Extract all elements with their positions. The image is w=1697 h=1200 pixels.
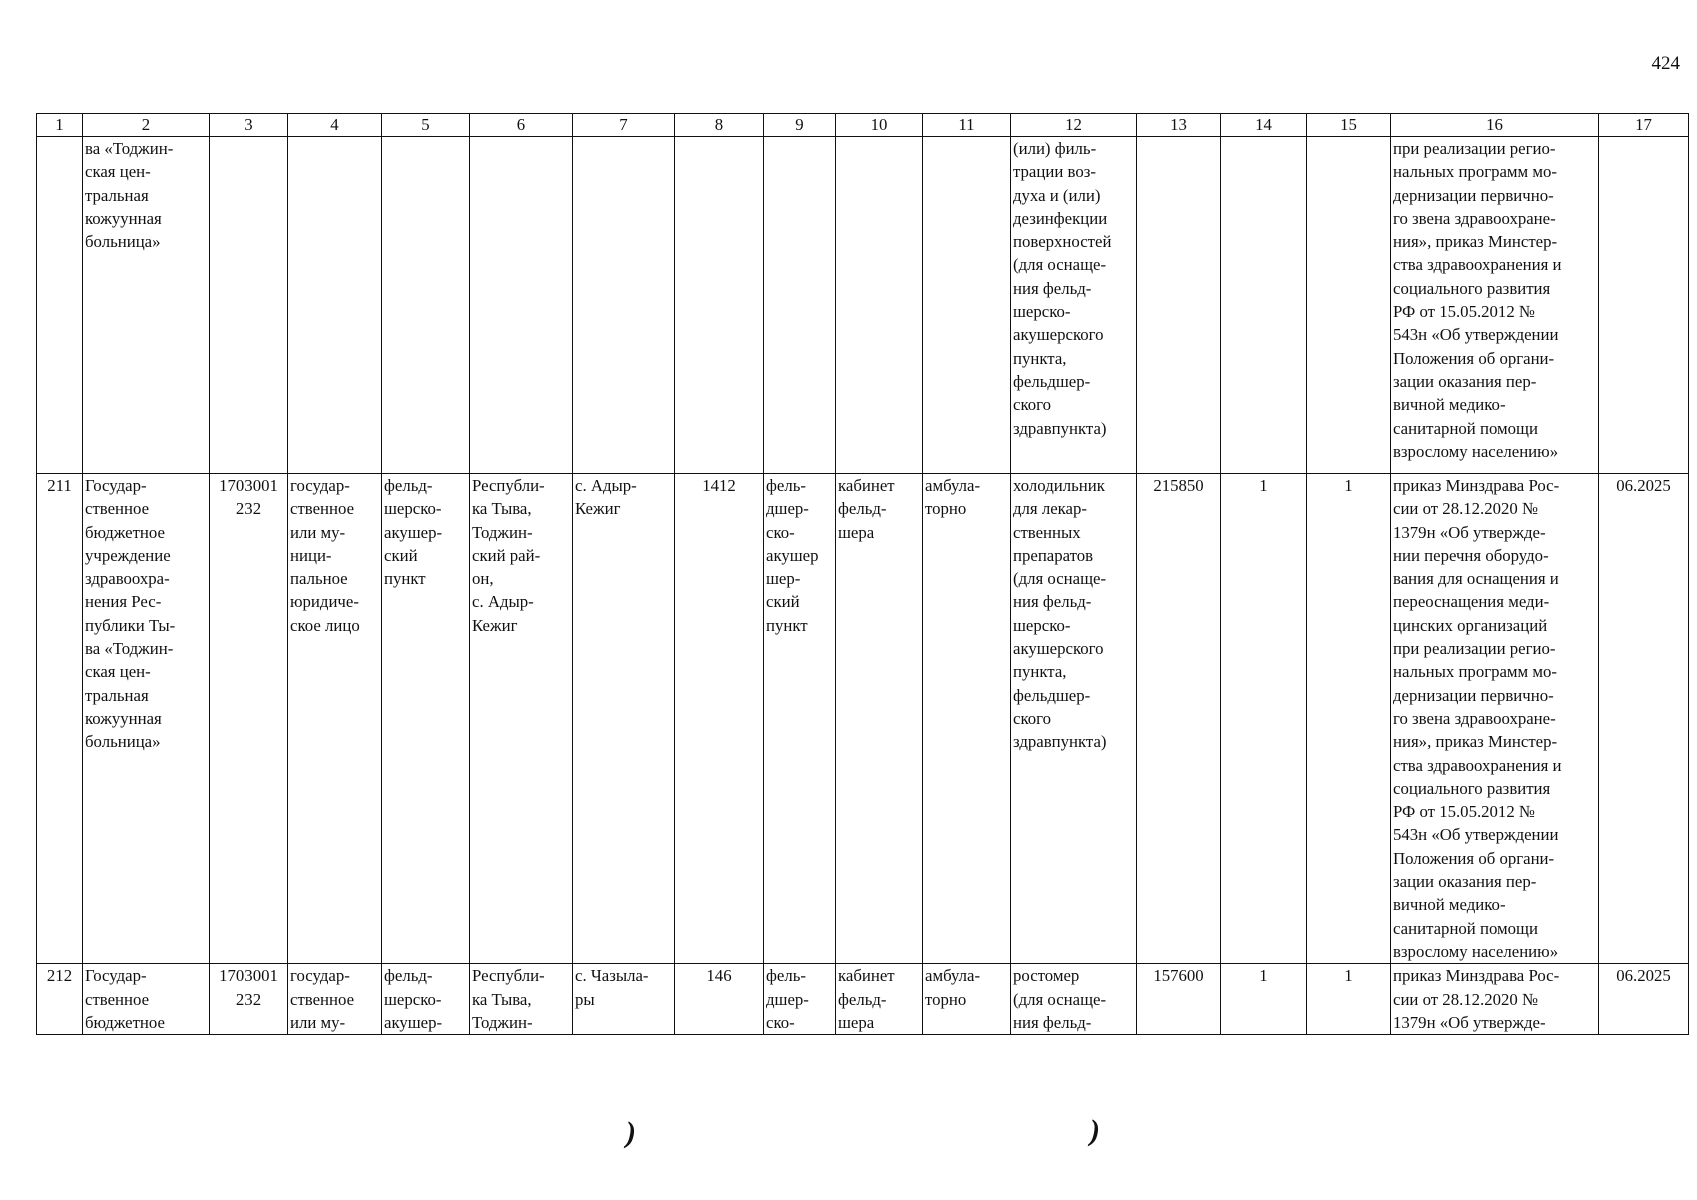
quantity-cell (1221, 137, 1307, 474)
unit-type-cell (382, 137, 470, 474)
deadline-cell: 06.2025 (1599, 474, 1689, 964)
column-header-4: 4 (288, 114, 382, 137)
legal-form-cell (288, 137, 382, 474)
regulation-cell: при реализации регио- нальных программ мо- дернизации первично- го звена здравоохране- ния», приказ Минстер- ства здравоохранения и социального развития РФ от 15.05.2012 № 543н «Об утверждении Положения об органи- зации оказания пер- вичной медико- санитарной помощи взрослому населению» (1391, 137, 1599, 474)
price-cell: 157600 (1137, 964, 1221, 1035)
column-header-9: 9 (764, 114, 836, 137)
care-conditions-cell (923, 137, 1011, 474)
regulation-cell: приказ Минздрава Рос- сии от 28.12.2020 № 1379н «Об утвержде- нии перечня оборудо- вания для оснащения и переоснащения меди- цинских организаций при реализации регио- нальных программ мо- дернизации первично- го звена здравоохране- ния», приказ Минстер- ства здравоохранения и социального развития РФ от 15.05.2012 № 543н «Об утверждении Положения об органи- зации оказания пер- вичной медико- санитарной помощи взрослому населению» (1391, 474, 1599, 964)
count-cell: 1 (1307, 474, 1391, 964)
room-cell (836, 137, 923, 474)
table-row-continuation (37, 137, 1689, 474)
table-row-211 (37, 474, 1689, 964)
organization-cell: ва «Тоджин- ская цен- тральная кожуунная больница» (83, 137, 210, 474)
equipment-table (36, 113, 1689, 1035)
inn-cell: 1703001 232 (210, 474, 288, 964)
regulation-cell: приказ Минздрава Рос- сии от 28.12.2020 № 1379н «Об утвержде- (1391, 964, 1599, 1035)
column-header-10: 10 (836, 114, 923, 137)
count-cell (1307, 137, 1391, 474)
column-header-2: 2 (83, 114, 210, 137)
organization-cell: Государ- ственное бюджетное учреждение здравоохра- нения Рес- публики Ты- ва «Тоджин- ская цен- тральная кожуунная больница» (83, 474, 210, 964)
column-header-12: 12 (1011, 114, 1137, 137)
deadline-cell: 06.2025 (1599, 964, 1689, 1035)
legal-form-cell: государ- ственное или му- (288, 964, 382, 1035)
page-number: 424 (1651, 53, 1680, 74)
row-number-cell: 212 (37, 964, 83, 1035)
table-row-212 (37, 964, 1689, 1035)
count-cell: 1 (1307, 964, 1391, 1035)
address-cell (470, 137, 573, 474)
care-conditions-cell: амбула- торно (923, 474, 1011, 964)
care-conditions-cell: амбула- торно (923, 964, 1011, 1035)
column-header-3: 3 (210, 114, 288, 137)
column-header-14: 14 (1221, 114, 1307, 137)
unit-type-cell: фельд- шерско- акушер- ский пункт (382, 474, 470, 964)
column-header-7: 7 (573, 114, 675, 137)
column-header-1: 1 (37, 114, 83, 137)
equipment-cell: холодильник для лекар- ственных препаратов (для оснаще- ния фельд- шерско- акушерского пункта, фельдшер- ского здравпункта) (1011, 474, 1137, 964)
room-cell: кабинет фельд- шера (836, 474, 923, 964)
population-cell (675, 137, 764, 474)
legal-form-cell: государ- ственное или му- ници- пальное юридиче- ское лицо (288, 474, 382, 964)
organization-cell: Государ- ственное бюджетное (83, 964, 210, 1035)
quantity-cell: 1 (1221, 964, 1307, 1035)
settlement-cell: с. Адыр- Кежиг (573, 474, 675, 964)
address-cell: Республи- ка Тыва, Тоджин- (470, 964, 573, 1035)
equipment-cell: (или) филь- трации воз- духа и (или) дезинфекции поверхностей (для оснаще- ния фельд- шерско- акушерского пункта, фельдшер- ского здравпункта) (1011, 137, 1137, 474)
inn-cell: 1703001 232 (210, 964, 288, 1035)
column-header-15: 15 (1307, 114, 1391, 137)
facility-cell (764, 137, 836, 474)
column-header-17: 17 (1599, 114, 1689, 137)
settlement-cell: с. Чазыла- ры (573, 964, 675, 1035)
settlement-cell (573, 137, 675, 474)
column-header-5: 5 (382, 114, 470, 137)
equipment-cell: ростомер (для оснаще- ния фельд- (1011, 964, 1137, 1035)
handwritten-mark: ) (1090, 1114, 1100, 1147)
column-header-13: 13 (1137, 114, 1221, 137)
deadline-cell (1599, 137, 1689, 474)
unit-type-cell: фельд- шерско- акушер- (382, 964, 470, 1035)
facility-cell: фель- дшер- ско- (764, 964, 836, 1035)
facility-cell: фель- дшер- ско- акушер шер- ский пункт (764, 474, 836, 964)
handwritten-mark: ) (626, 1116, 636, 1149)
room-cell: кабинет фельд- шера (836, 964, 923, 1035)
column-header-16: 16 (1391, 114, 1599, 137)
address-cell: Республи- ка Тыва, Тоджин- ский рай- он, с. Адыр- Кежиг (470, 474, 573, 964)
row-number-cell (37, 137, 83, 474)
price-cell: 215850 (1137, 474, 1221, 964)
row-number-cell: 211 (37, 474, 83, 964)
column-header-8: 8 (675, 114, 764, 137)
header-row (37, 114, 1689, 137)
column-header-11: 11 (923, 114, 1011, 137)
quantity-cell: 1 (1221, 474, 1307, 964)
price-cell (1137, 137, 1221, 474)
population-cell: 1412 (675, 474, 764, 964)
column-header-6: 6 (470, 114, 573, 137)
population-cell: 146 (675, 964, 764, 1035)
inn-cell (210, 137, 288, 474)
